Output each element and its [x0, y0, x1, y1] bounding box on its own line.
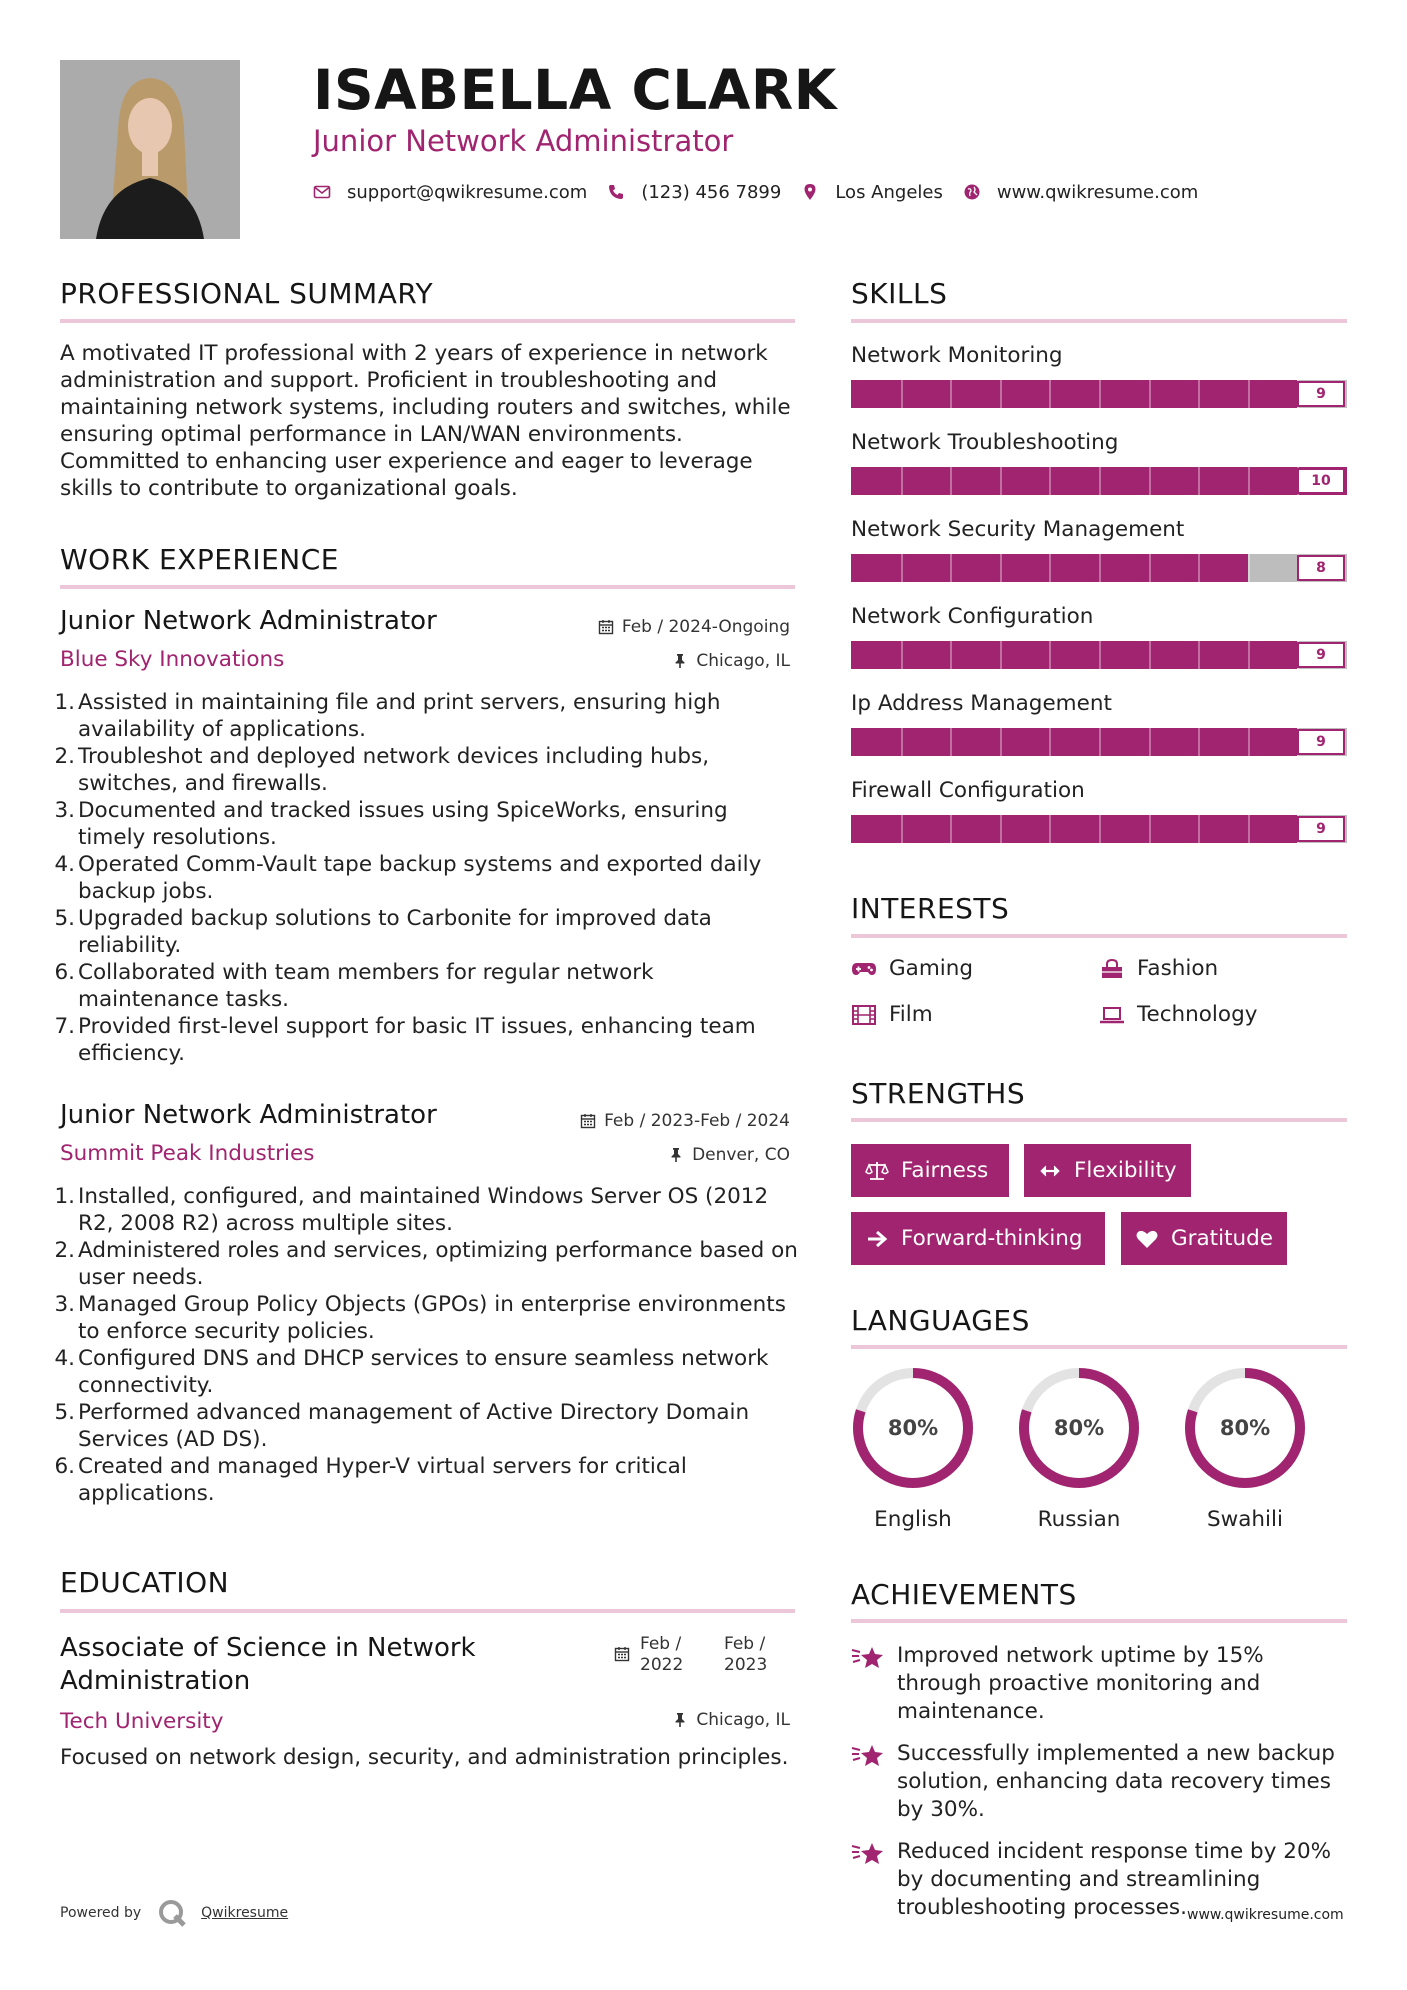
contact-website[interactable]: www.qwikresume.com [996, 181, 1199, 203]
strength-badge [1121, 1212, 1287, 1265]
skill-bar-tick [1099, 728, 1101, 756]
skill-bar-tick [1149, 815, 1151, 843]
skill-bar-tick [1149, 641, 1151, 669]
skill-bar-tick [950, 641, 952, 669]
skill-bar-tick [1149, 380, 1151, 408]
languages-divider [851, 1345, 1347, 1349]
language-percent: 80% [1219, 1416, 1271, 1440]
skill-bar-tick [950, 467, 952, 495]
skill-score: 9 [1297, 642, 1345, 668]
skill-score: 9 [1297, 816, 1345, 842]
shooting-star-icon [851, 1840, 885, 1868]
calendar-icon [598, 619, 614, 635]
arrow-right-icon [865, 1227, 889, 1251]
strength-label: Gratitude [1171, 1226, 1274, 1251]
skill-bar-tick [1000, 815, 1002, 843]
skills-heading: SKILLS [851, 277, 948, 310]
job-duty: 1. Assisted in maintaining file and print servers, ensuring high availability of applications. [54, 690, 721, 742]
skill-bar-fill [851, 380, 1297, 408]
job-duties-list [54, 689, 798, 1067]
calendar-icon [580, 1113, 596, 1129]
film-icon [851, 1004, 877, 1026]
skill-name: Firewall Configuration [851, 778, 1085, 803]
skill-bar-tick [1248, 380, 1250, 408]
map-marker-icon [801, 183, 819, 201]
skill-bar-tick [1198, 554, 1200, 582]
job-title: Junior Network Administrator [60, 606, 437, 636]
experience-heading: WORK EXPERIENCE [60, 543, 339, 576]
skill-bar-tick [1000, 554, 1002, 582]
skill-bar [851, 380, 1347, 408]
job-duty: 6. Collaborated with team members for regular network maintenance tasks. [54, 960, 654, 1012]
strengths-divider [851, 1118, 1347, 1122]
calendar-icon [614, 1646, 630, 1662]
balance-scale-icon [865, 1159, 889, 1183]
language-item [1183, 1366, 1307, 1532]
languages-heading: LANGUAGES [851, 1304, 1030, 1337]
skill-bar-tick [1149, 728, 1151, 756]
phone-icon [607, 183, 625, 201]
language-percent: 80% [887, 1416, 939, 1440]
interests-divider [851, 934, 1347, 938]
skill-bar-tick [1000, 641, 1002, 669]
skill-bar-tick [1248, 641, 1250, 669]
skill-bar-tick [1198, 728, 1200, 756]
skill-bar-tick [1000, 728, 1002, 756]
experience-divider [60, 585, 795, 589]
job-location-text: Denver, CO [692, 1145, 790, 1165]
skill-bar-tick [950, 380, 952, 408]
powered-by [60, 1898, 288, 1928]
language-name: Swahili [1207, 1507, 1283, 1532]
skills-divider [851, 319, 1347, 323]
job-location [668, 1145, 790, 1165]
skill-bar-tick [1049, 380, 1051, 408]
skill-bar [851, 641, 1347, 669]
strength-badge [851, 1212, 1105, 1265]
candidate-title: Junior Network Administrator [313, 124, 734, 158]
job-duty: 4. Configured DNS and DHCP services to ensure seamless network connectivity. [54, 1346, 769, 1398]
skill-name: Network Configuration [851, 604, 1094, 629]
skill-bar-tick [1000, 380, 1002, 408]
skill-bar-tick [1049, 554, 1051, 582]
education-location [672, 1710, 790, 1730]
education-date-start: Feb / 2022 [640, 1634, 684, 1675]
job-duty: 1. Installed, configured, and maintained Windows Server OS (2012 R2, 2008 R2) across multiple sites. [54, 1184, 769, 1236]
skill-bar-tick [901, 728, 903, 756]
skill-bar-tick [901, 380, 903, 408]
pin-icon [672, 653, 688, 669]
job-duty: 3. Managed Group Policy Objects (GPOs) in enterprise environments to enforce security policies. [54, 1292, 786, 1344]
job-title: Junior Network Administrator [60, 1100, 437, 1130]
skill-bar-tick [950, 728, 952, 756]
skill-score: 8 [1297, 555, 1345, 581]
gamepad-icon [851, 958, 877, 980]
education-location-text: Chicago, IL [696, 1710, 790, 1730]
interest-item [1099, 956, 1218, 981]
skill-bar-fill [851, 641, 1297, 669]
skill-bar-tick [1198, 467, 1200, 495]
education-heading: EDUCATION [60, 1566, 230, 1599]
skill-bar-tick [901, 467, 903, 495]
summary-divider [60, 319, 795, 323]
laptop-icon [1099, 1004, 1125, 1026]
skill-bar [851, 467, 1347, 495]
education-date [614, 1634, 786, 1676]
skill-bar-tick [901, 641, 903, 669]
job-duty: 6. Created and managed Hyper-V virtual servers for critical applications. [54, 1454, 687, 1506]
pin-icon [668, 1147, 684, 1163]
heart-icon [1135, 1227, 1159, 1251]
job-duty: 2. Administered roles and services, optimizing performance based on user needs. [54, 1238, 798, 1290]
job-company: Summit Peak Industries [60, 1141, 315, 1166]
skill-bar-fill [851, 728, 1297, 756]
skill-bar-tick [1049, 467, 1051, 495]
skill-score: 10 [1297, 468, 1345, 494]
arrows-horizontal-icon [1038, 1159, 1062, 1183]
job-company: Blue Sky Innovations [60, 647, 285, 672]
skill-name: Network Troubleshooting [851, 430, 1119, 455]
globe-icon [963, 183, 981, 201]
job-date-text: Feb / 2024-Ongoing [621, 617, 790, 637]
skill-bar-tick [950, 554, 952, 582]
skill-bar-tick [1049, 815, 1051, 843]
interest-label: Film [889, 1002, 933, 1027]
language-name: Russian [1037, 1507, 1121, 1532]
envelope-icon [313, 183, 331, 201]
skill-bar-fill [851, 815, 1297, 843]
education-school: Tech University [60, 1709, 224, 1734]
contact-phone[interactable]: (123) 456 7899 [641, 181, 782, 203]
shooting-star-icon [851, 1742, 885, 1770]
interest-item [1099, 1002, 1257, 1027]
skill-bar-tick [1099, 815, 1101, 843]
contact-location: Los Angeles [835, 181, 943, 203]
skill-bar-tick [1248, 728, 1250, 756]
education-description: Focused on network design, security, and administration principles. [60, 1745, 789, 1770]
skill-bar-tick [1198, 641, 1200, 669]
candidate-name: ISABELLA CLARK [313, 58, 837, 122]
qwikresume-logo-icon [157, 1898, 187, 1928]
job-duties-list [54, 1183, 798, 1507]
skill-bar [851, 554, 1347, 582]
job-duty: 5. Performed advanced management of Active Directory Domain Services (AD DS). [54, 1400, 750, 1452]
skill-name: Network Monitoring [851, 343, 1063, 368]
skill-bar [851, 815, 1347, 843]
skill-bar-tick [1248, 554, 1250, 582]
strengths-heading: STRENGTHS [851, 1077, 1026, 1110]
strength-badge [851, 1144, 1009, 1197]
language-percent: 80% [1053, 1416, 1105, 1440]
interest-label: Fashion [1137, 956, 1219, 981]
skill-bar-tick [1149, 554, 1151, 582]
skill-bar-tick [1198, 815, 1200, 843]
interests-heading: INTERESTS [851, 892, 1010, 925]
skill-bar-tick [950, 815, 952, 843]
language-item [851, 1366, 975, 1532]
skill-bar-tick [1099, 641, 1101, 669]
achievement-text: Reduced incident response time by 20% by documenting and streamlining troubleshooting processes. [897, 1839, 1332, 1920]
job-duty: 3. Documented and tracked issues using SpiceWorks, ensuring timely resolutions. [54, 798, 728, 850]
job-duty: 7. Provided first-level support for basic IT issues, enhancing team efficiency. [54, 1014, 756, 1066]
skill-bar-tick [1049, 728, 1051, 756]
skill-bar [851, 728, 1347, 756]
achievement-text: Successfully implemented a new backup solution, enhancing data recovery times by 30%. [897, 1741, 1335, 1822]
interest-label: Gaming [889, 956, 974, 981]
skill-bar-tick [1099, 554, 1101, 582]
achievement-item [851, 1740, 1351, 1824]
footer-url-link[interactable]: www.qwikresume.com [1187, 1907, 1344, 1923]
powered-by-brand-link[interactable]: Qwikresume [201, 1905, 289, 1921]
achievements-heading: ACHIEVEMENTS [851, 1578, 1077, 1611]
pin-icon [672, 1712, 688, 1728]
interest-label: Technology [1137, 1002, 1258, 1027]
job-date-text: Feb / 2023-Feb / 2024 [604, 1111, 790, 1131]
job-duty: 5. Upgraded backup solutions to Carbonite for improved data reliability. [54, 906, 712, 958]
job-date [580, 1111, 790, 1131]
skill-bar-tick [1198, 380, 1200, 408]
strength-badge [1024, 1144, 1191, 1197]
summary-text: A motivated IT professional with 2 years of experience in network administration and support. Proficient in troubleshooting and maintaining network systems, including routers and switches, while ensuring optimal performance in LAN/WAN environments. Committed to enhancing user experience and eager to leverage skills to contribute to organizational goals. [60, 341, 791, 501]
education-date-end: Feb / 2023 [724, 1634, 768, 1675]
achievement-text: Improved network uptime by 15% through proactive monitoring and maintenance. [897, 1643, 1264, 1724]
skill-bar-tick [901, 815, 903, 843]
job-duty: 2. Troubleshot and deployed network devices including hubs, switches, and firewalls. [54, 744, 710, 796]
education-divider [60, 1609, 795, 1613]
skill-bar-tick [1149, 467, 1151, 495]
skill-score: 9 [1297, 381, 1345, 407]
job-date [598, 617, 790, 637]
skill-score: 9 [1297, 729, 1345, 755]
interest-item [851, 956, 973, 981]
strength-label: Forward-thinking [901, 1226, 1083, 1251]
powered-by-label: Powered by [60, 1905, 142, 1921]
contact-bar [313, 180, 1218, 204]
language-name: English [874, 1507, 952, 1532]
shopping-bag-icon [1099, 958, 1125, 980]
skill-bar-tick [1099, 467, 1101, 495]
summary-heading: PROFESSIONAL SUMMARY [60, 277, 434, 310]
shooting-star-icon [851, 1644, 885, 1672]
job-location [672, 651, 790, 671]
skill-name: Network Security Management [851, 517, 1185, 542]
strength-label: Flexibility [1074, 1158, 1177, 1183]
job-duty: 4. Operated Comm-Vault tape backup systems and exported daily backup jobs. [54, 852, 762, 904]
profile-photo [60, 60, 240, 239]
skill-bar-tick [1000, 467, 1002, 495]
skill-bar-tick [1248, 467, 1250, 495]
contact-email[interactable]: support@qwikresume.com [347, 181, 588, 203]
skill-bar-tick [901, 554, 903, 582]
strength-label: Fairness [901, 1158, 989, 1183]
education-degree: Associate of Science in Network Administration [60, 1633, 476, 1696]
skill-bar-tick [1049, 641, 1051, 669]
skill-bar-tick [1248, 815, 1250, 843]
achievement-item [851, 1642, 1351, 1726]
achievements-divider [851, 1619, 1347, 1623]
skill-bar-tick [1099, 380, 1101, 408]
skill-name: Ip Address Management [851, 691, 1112, 716]
job-location-text: Chicago, IL [696, 651, 790, 671]
language-item [1017, 1366, 1141, 1532]
interest-item [851, 1002, 933, 1027]
